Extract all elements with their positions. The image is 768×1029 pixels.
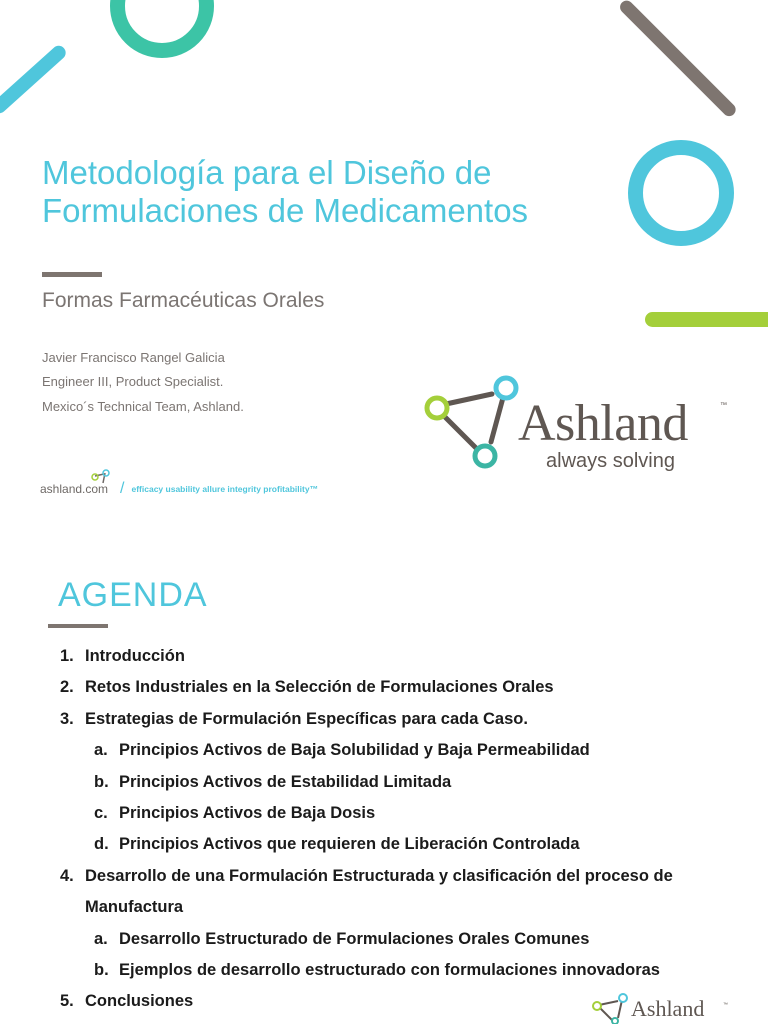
agenda-subitem-letter: c.: [94, 803, 108, 822]
agenda-item-text: Desarrollo de una Formulación Estructurada y clasificación del proceso de: [85, 866, 673, 885]
decor-green-bar: [645, 312, 768, 327]
footer-slash: /: [120, 480, 125, 497]
footer-tagline: efficacy usability allure integrity profitability™: [131, 484, 319, 494]
agenda-list: [60, 641, 740, 1018]
page-title: [42, 154, 602, 230]
agenda-subitem-text: Principios Activos de Baja Solubilidad y Baja Permeabilidad: [119, 741, 590, 760]
agenda-item-text: Conclusiones: [85, 992, 194, 1011]
agenda-subitem: [60, 924, 740, 955]
ashland-logo-mark-icon: [424, 374, 524, 474]
agenda-subitem: [60, 767, 740, 798]
agenda-subitem-letter: a.: [94, 929, 108, 948]
decor-gray-stroke: [617, 0, 738, 119]
agenda-subitem: [60, 735, 740, 766]
agenda-item-text: Introducción: [85, 647, 185, 665]
agenda-subitem: [60, 955, 740, 986]
agenda-item-number: 3.: [60, 709, 74, 728]
ashland-mini-mark-icon: [91, 469, 113, 489]
agenda-item-text-continued: Manufactura: [85, 898, 184, 917]
title-divider: [42, 272, 102, 277]
author-role: Engineer III, Product Specialist.: [42, 374, 224, 389]
agenda-subitem-letter: b.: [94, 772, 109, 791]
ashland-logo-slogan: always solving: [546, 450, 675, 472]
agenda-subitem: [60, 798, 740, 829]
agenda-item: [60, 672, 740, 703]
agenda-item-text: Retos Industriales en la Selección de Formulaciones Orales: [85, 678, 554, 697]
agenda-subitem-letter: b.: [94, 960, 109, 979]
agenda-divider: [48, 624, 108, 628]
ashland-logo-trademark: ™: [720, 402, 727, 409]
agenda-subitem-text: Principios Activos que requieren de Liberación Controlada: [119, 835, 580, 854]
agenda-subitem: [60, 829, 740, 860]
ashland-small-logo-trademark: ™: [723, 1002, 728, 1008]
agenda-item-number: 5.: [60, 992, 74, 1011]
agenda-item: [60, 704, 740, 735]
agenda-item: [60, 861, 740, 892]
footer-url[interactable]: ashland.com: [40, 482, 109, 496]
agenda-item-number: 2.: [60, 678, 74, 697]
ashland-logo-wordmark: Ashland: [518, 395, 688, 452]
ashland-small-logo-wordmark: Ashland: [631, 996, 705, 1021]
title-line-1: Metodología para el Diseño de: [42, 154, 492, 191]
agenda-subitem-text: Desarrollo Estructurado de Formulaciones Orales Comunes: [119, 929, 590, 948]
agenda-subitem-letter: a.: [94, 741, 108, 760]
agenda-item-number: 4.: [60, 866, 74, 885]
agenda-title: AGENDA: [58, 576, 208, 614]
agenda-subitem-text: Principios Activos de Estabilidad Limitada: [119, 772, 452, 791]
agenda-subitem-text: Ejemplos de desarrollo estructurado con formulaciones innovadoras: [119, 960, 660, 979]
decor-blue-stroke: [0, 43, 69, 116]
agenda-item-text: Estrategias de Formulación Específicas para cada Caso.: [85, 709, 528, 728]
ashland-small-logo-mark-icon: [592, 992, 632, 1024]
agenda-subitem-text: Principios Activos de Baja Dosis: [119, 803, 376, 822]
agenda-subitem-letter: d.: [94, 835, 109, 854]
title-line-2: Formulaciones de Medicamentos: [42, 192, 529, 229]
agenda-item-continuation: [60, 892, 740, 923]
decor-teal-ring: [110, 0, 214, 58]
decor-blue-ring: [628, 140, 734, 246]
subtitle: Formas Farmacéuticas Orales: [42, 289, 325, 312]
footer-tagline-strip: [40, 472, 360, 506]
author-name: Javier Francisco Rangel Galicia: [42, 350, 225, 365]
author-team: Mexico´s Technical Team, Ashland.: [42, 399, 244, 414]
agenda-item-number: 1.: [60, 647, 74, 665]
agenda-item: [60, 641, 740, 672]
